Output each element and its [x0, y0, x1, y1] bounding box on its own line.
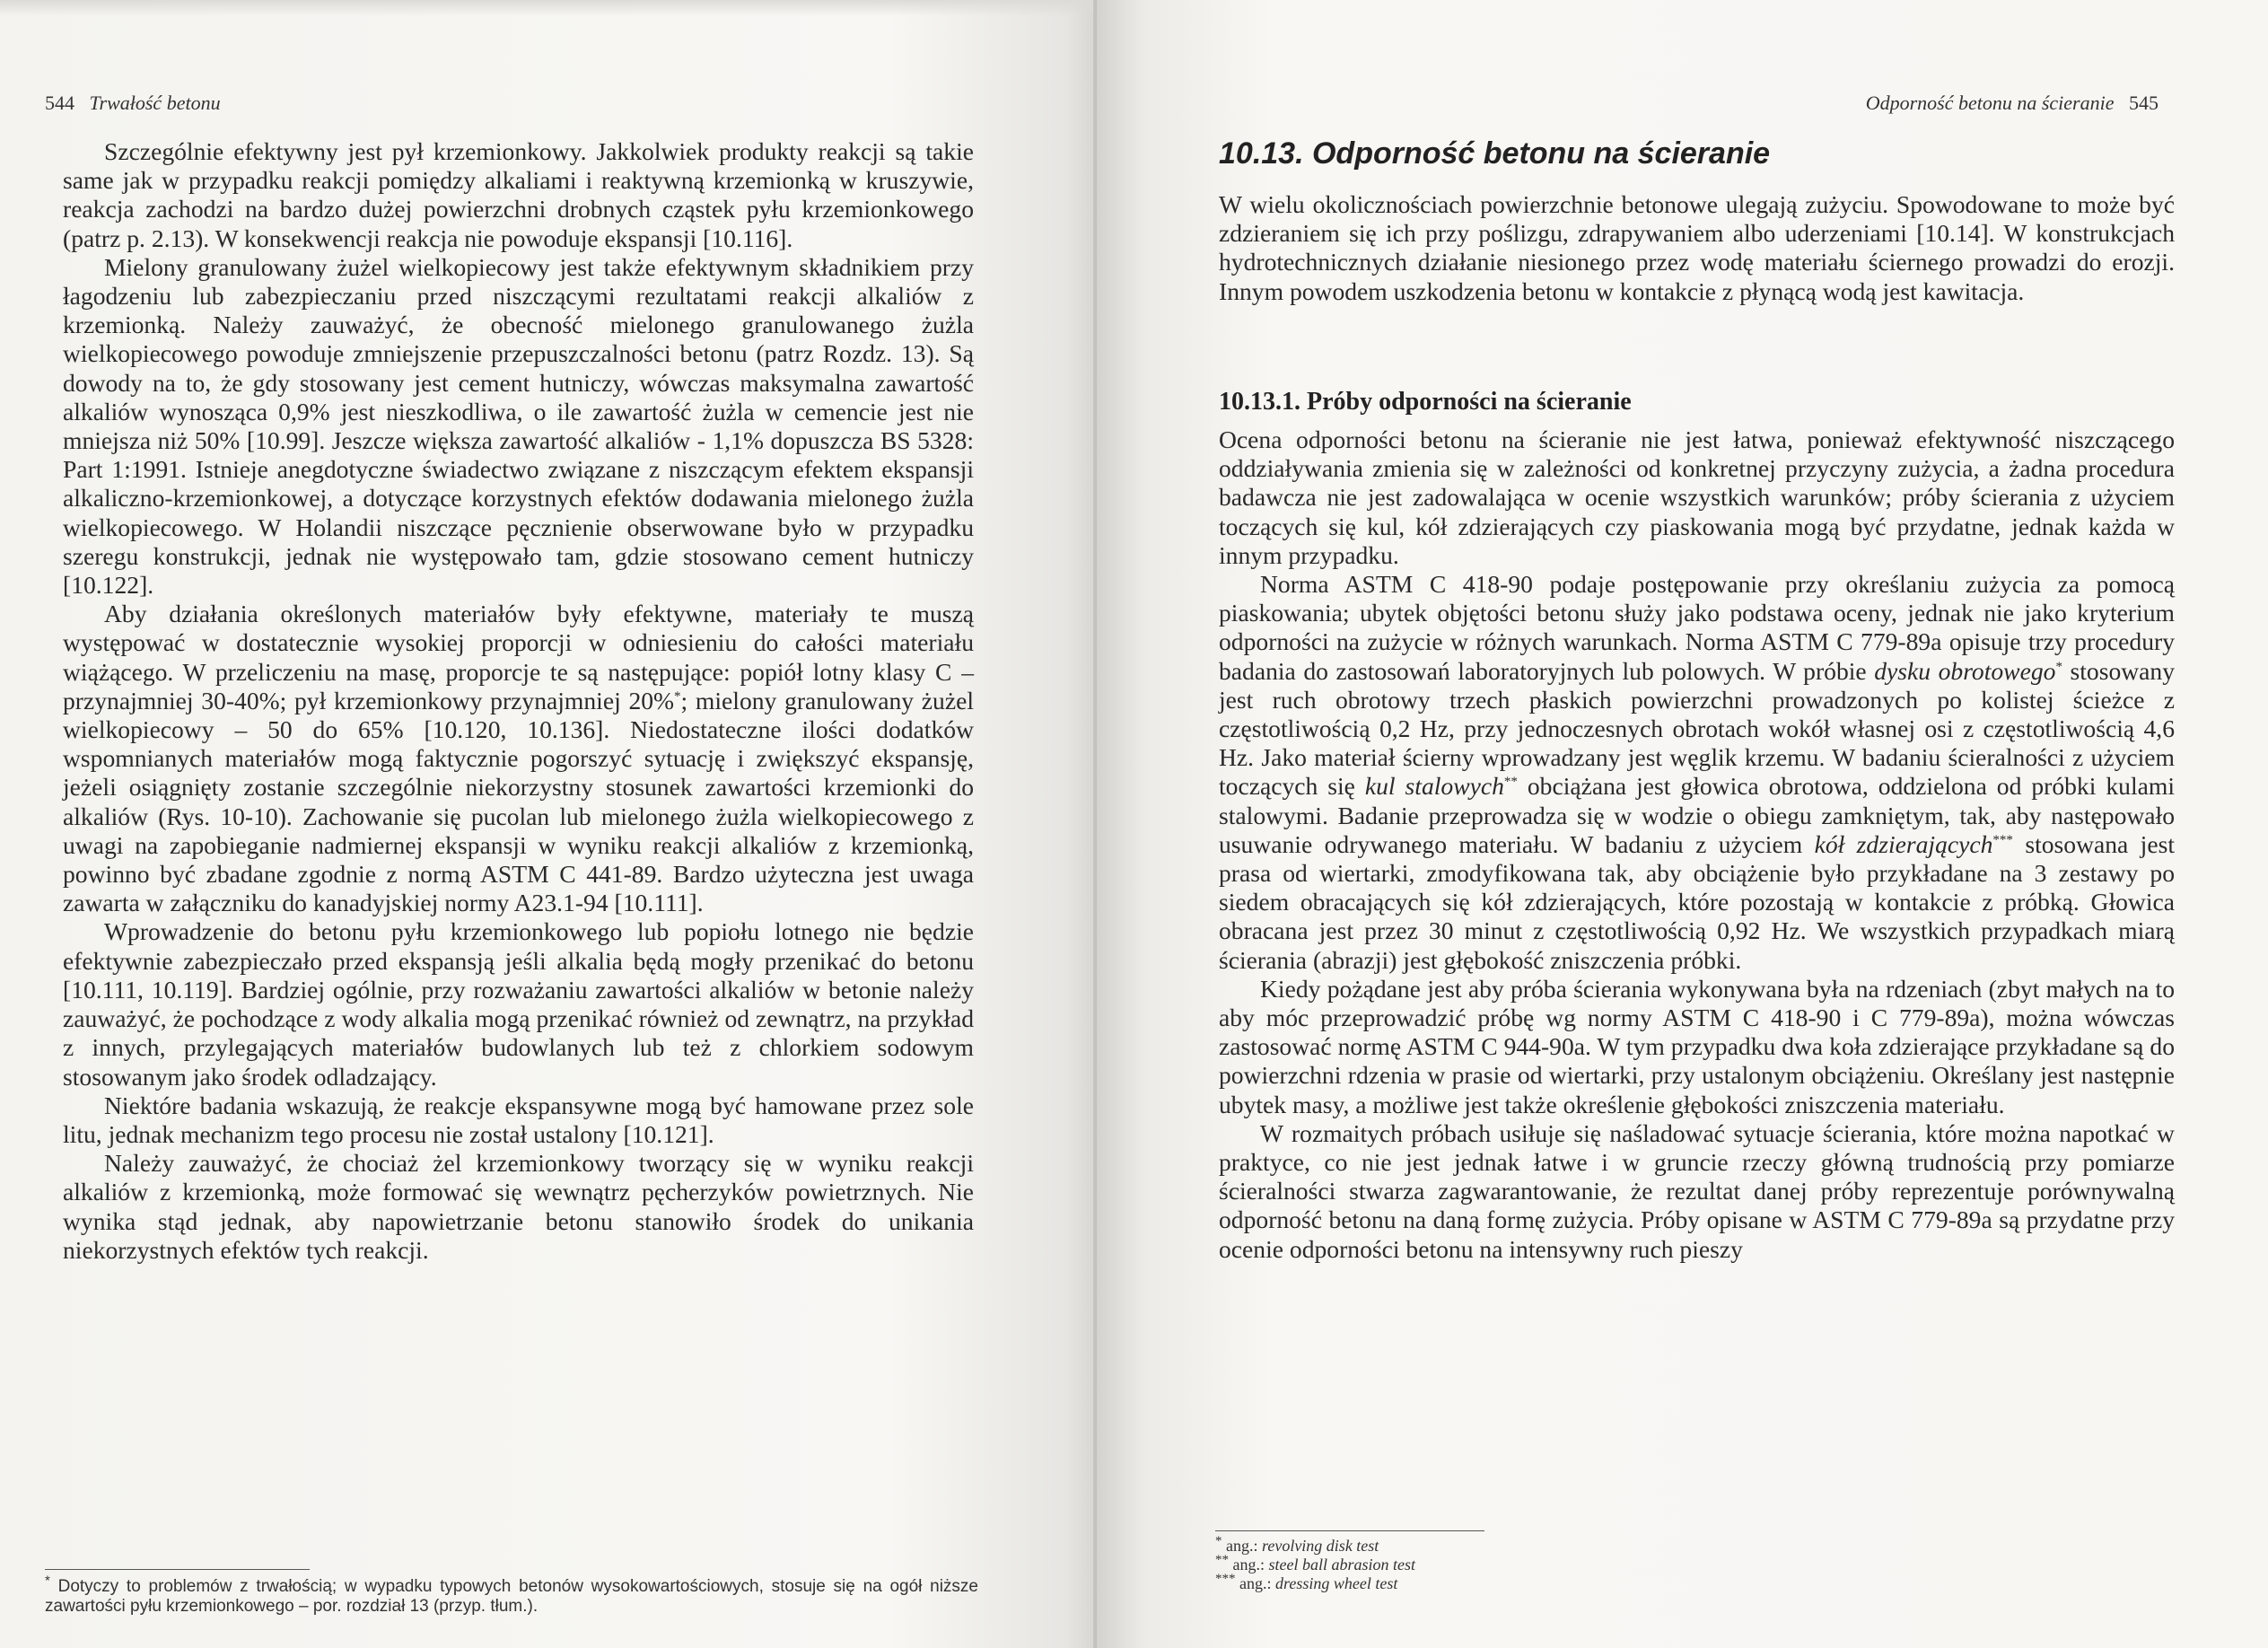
term-italic: kół zdzierających	[1814, 829, 1993, 858]
footnote-reference: ***	[1992, 832, 2013, 847]
footnote-line: * ang.: revolving disk test	[1215, 1534, 1379, 1555]
paragraph: W wielu okolicznościach powierzchnie betonowe ulegają zużyciu. Spowodowane to może być zdzieraniem się ich przy poślizgu, zdrapywaniem albo uderzeniami [10.14]. W konstrukcjach hydrotechnicznych działanie niesionego przez wodę materiału ściernego prowadzi do erozji. Innym powodem uszkodzenia betonu w kontakcie z płynącą wodą jest kawitacja.	[1219, 190, 2175, 305]
paragraph: Należy zauważyć, że chociaż żel krzemionkowy tworzący się w wyniku reakcji alkaliów z krzemionką, może formować się wewnątrz pęcherzyków powietrznych. Nie wynika stąd jednak, aby napowietrzanie betonu stanowiło środek do unikania niekorzystnych efektów tych reakcji.	[63, 1149, 974, 1264]
footnote-text: Dotyczy to problemów z trwałością; w wypadku typowych betonów wysokowartościowych, stosuje się na ogół niższe zawartości pyłu krzemionkowego – por. rozdział 13 (przyp. tłum.).	[45, 1577, 978, 1616]
footnote-reference: **	[1503, 775, 1518, 790]
paragraph: Aby działania określonych materiałów były efektywne, materiały te muszą występować w dostatecznie wysokiej proporcji w odniesieniu do całości materiału wiążącego. W przeliczeniu na masę, proporcje te są następujące: popiół lotny klasy C – przynajmniej 30-40%; pył krzemionkowy przynajmniej 20%*; mielony granulowany żużel wielkopiecowy – 50 do 65% [10.120, 10.136]. Niedostateczne ilości dodatków wspomnianych materiałów mogą faktycznie pogorszyć sytuację i zwiększyć ekspansję, jeżeli osiągnięty zostanie szczególnie niekorzystny stosunek zawartości krzemionki do alkaliów (Rys. 10-10). Zachowanie się pucolan lub mielonego żużla wielkopiecowego z uwagi na zapobieganie nadmiernej ekspansji w wyniku reakcji alkaliów z krzemionką, powinno być zbadane zgodnie z normą ASTM C 441-89. Bardzo użyteczna jest uwaga zawarta w załączniku do kanadyjskiej normy A23.1-94 [10.111].	[63, 600, 975, 917]
paragraph: W rozmaitych próbach usiłuje się naśladować sytuacje ścierania, które można napotkać w praktyce, co nie jest jednak łatwe i w gruncie rzeczy główną trudnością przy pomiarze ścieralności stwarza zagwarantowanie, że rezultat danej próby reprezentuje porównywalną odporność betonu na daną formę zużycia. Próby opisane w ASTM C 779-89a są przydatne przy ocenie odporności betonu na intensywny ruch pieszy	[1219, 1118, 2175, 1263]
right-body-text	[1219, 425, 2175, 1264]
section-heading: 10.13. Odporność betonu na ścieranie	[1219, 136, 1771, 171]
paragraph: Mielony granulowany żużel wielkopiecowy jest także efektywnym składnikiem przy łagodzeniu lub zabezpieczaniu przed niszczącymi rezultatami reakcji alkaliów z krzemionką. Należy zauważyć, że obecność mielonego granulowanego żużla wielkopiecowego powoduje zmniejszenie przepuszczalności betonu (patrz Rozdz. 13). Są dowody na to, że gdy stosowany jest cement hutniczy, wówczas maksymalna zawartość alkaliów wynosząca 0,9% jest nieszkodliwa, o ile zawartość żużla w cemencie jest nie mniejsza niż 50% [10.99]. Jeszcze większa zawartość alkaliów - 1,1% dopuszcza BS 5328: Part 1:1991. Istnieje anegdotyczne świadectwo związane z niszczącym efektem ekspansji alkaliczno-krzemionkowej, a dotyczące korzystnych efektów dodawania mielonego żużla wielkopiecowego. W Holandii niszczące pęcznienie obserwowane było w przypadku szeregu konstrukcji, jednak nie występowało tam, gdzie stosowano cement hutniczy [10.122].	[63, 252, 974, 600]
term-italic: dysku obrotowego	[1874, 656, 2056, 685]
footnote-reference: *	[2055, 659, 2062, 674]
paragraph: Ocena odporności betonu na ścieranie nie jest łatwa, ponieważ efektywność niszczącego oddziaływania zmienia się w zależności od konkretnej przyczyny zużycia, a żadna procedura badawcza nie jest zadowalająca w ocenie wszystkich warunków; próby ścierania z użyciem toczących się kul, kół zdzierających czy piaskowania mogą być przydatne, jednak każda w innym przypadku.	[1219, 425, 2175, 569]
left-body-text	[63, 137, 974, 1265]
left-header-title: Trwałość betonu	[89, 92, 221, 114]
footnote-mark: *	[45, 1573, 50, 1589]
paragraph: Wprowadzenie do betonu pyłu krzemionkowego lub popiołu lotnego nie będzie efektywnie zabezpieczało przed ekspansją jeśli alkalia będą mogły przenikać do betonu [10.111, 10.119]. Bardziej ogólnie, przy rozważaniu zawartości alkaliów w betonie należy zauważyć, że pochodzące z wody alkalia mogą przenikać również od zewnątrz, na przykład z innych, przylegających materiałów budowlanych lub też z chlorkiem sodowym stosowanym jako środek odladzający.	[63, 917, 974, 1091]
subsection-heading: 10.13.1. Próby odporności na ścieranie	[1219, 388, 1632, 416]
right-running-header	[1866, 92, 2159, 115]
left-footnote	[45, 1573, 978, 1617]
footnote-divider	[45, 1569, 310, 1570]
paragraph: Niektóre badania wskazują, że reakcje ekspansywne mogą być hamowane przez sole litu, jednak mechanizm tego procesu nie został ustalony [10.121].	[63, 1091, 974, 1148]
footnote-reference: *	[674, 688, 681, 704]
right-footnotes	[1215, 1534, 1664, 1593]
paragraph: Szczególnie efektywny jest pył krzemionkowy. Jakkolwiek produkty reakcji są takie same jak w przypadku reakcji pomiędzy alkaliami i reaktywną krzemionką w kruszywie, reakcja zachodzi na bardzo dużej powierzchni drobnych cząstek pyłu krzemionkowego (patrz p. 2.13). W konsekwencji reakcja nie powoduje ekspansji [10.116].	[63, 137, 974, 252]
right-page	[1097, 0, 2268, 1648]
left-running-header	[45, 92, 221, 115]
term-italic: kul stalowych	[1364, 772, 1504, 801]
right-header-title: Odporność betonu na ścieranie	[1865, 92, 2115, 114]
paragraph: Norma ASTM C 418-90 podaje postępowanie przy określaniu zużycia za pomocą piaskowania; ubytek objętości betonu służy jako podstawa oceny, jednak nie jako kryterium odporności na zużycie w różnych warunkach. Norma ASTM C 779-89a opisuje trzy procedury badania do zastosowań laboratoryjnych lub polowych. W próbie dysku obrotowego* stosowany jest ruch obrotowy trzech płaskich powierzchni prowadzonych po kolistej ścieżce z częstotliwością 0,2 Hz, przy jednoczesnych obrotach wokół własnej osi z częstotliwością 4,6 Hz. Jako materiał ścierny wprowadzany jest węglik krzemu. W badaniu ścieralności z użyciem toczących się kul stalowych** obciążana jest głowica obrotowa, oddzielona od próbki kulami stalowymi. Badanie przeprowadza się w wodzie o obiegu zamkniętym, tak, aby następowało usuwanie odrywanego materiału. W badaniu z użyciem kół zdzierających*** stosowana jest prasa od wiertarki, zmodyfikowana tak, aby obciążenie było przykładane na 3 zestawy po siedem obracających się kół zdzierających, które pozostają w kontakcie z próbką. Głowica obracana jest przez 30 minut z częstotliwością 0,92 Hz. We wszystkich przypadkach miarą ścierania (abrazji) jest głębokość zniszczenia próbki.	[1219, 570, 2176, 974]
paragraph: Kiedy pożądane jest aby próba ścierania wykonywana była na rdzeniach (zbyt małych na to aby móc przeprowadzić próbę wg normy ASTM C 418-90 i C 779-89a), można wówczas zastosować normę ASTM C 944-90a. W tym przypadku dwa koła zdzierające przykładane są do powierzchni rdzenia w prasie od wiertarki, przy ustalonym obciążeniu. Określany jest następnie ubytek masy, a możliwe jest także określenie głębokości zniszczenia materiału.	[1219, 974, 2175, 1118]
footnote-divider	[1215, 1530, 1484, 1531]
right-page-number: 545	[2129, 92, 2159, 114]
left-page	[0, 0, 1111, 1648]
right-intro-text	[1219, 190, 2175, 306]
footnote-line: *** ang.: dressing wheel test	[1215, 1572, 1398, 1592]
page-top-shadow	[0, 0, 1111, 16]
footnote-line: ** ang.: steel ball abrasion test	[1215, 1553, 1415, 1573]
left-page-number: 544	[45, 92, 74, 114]
